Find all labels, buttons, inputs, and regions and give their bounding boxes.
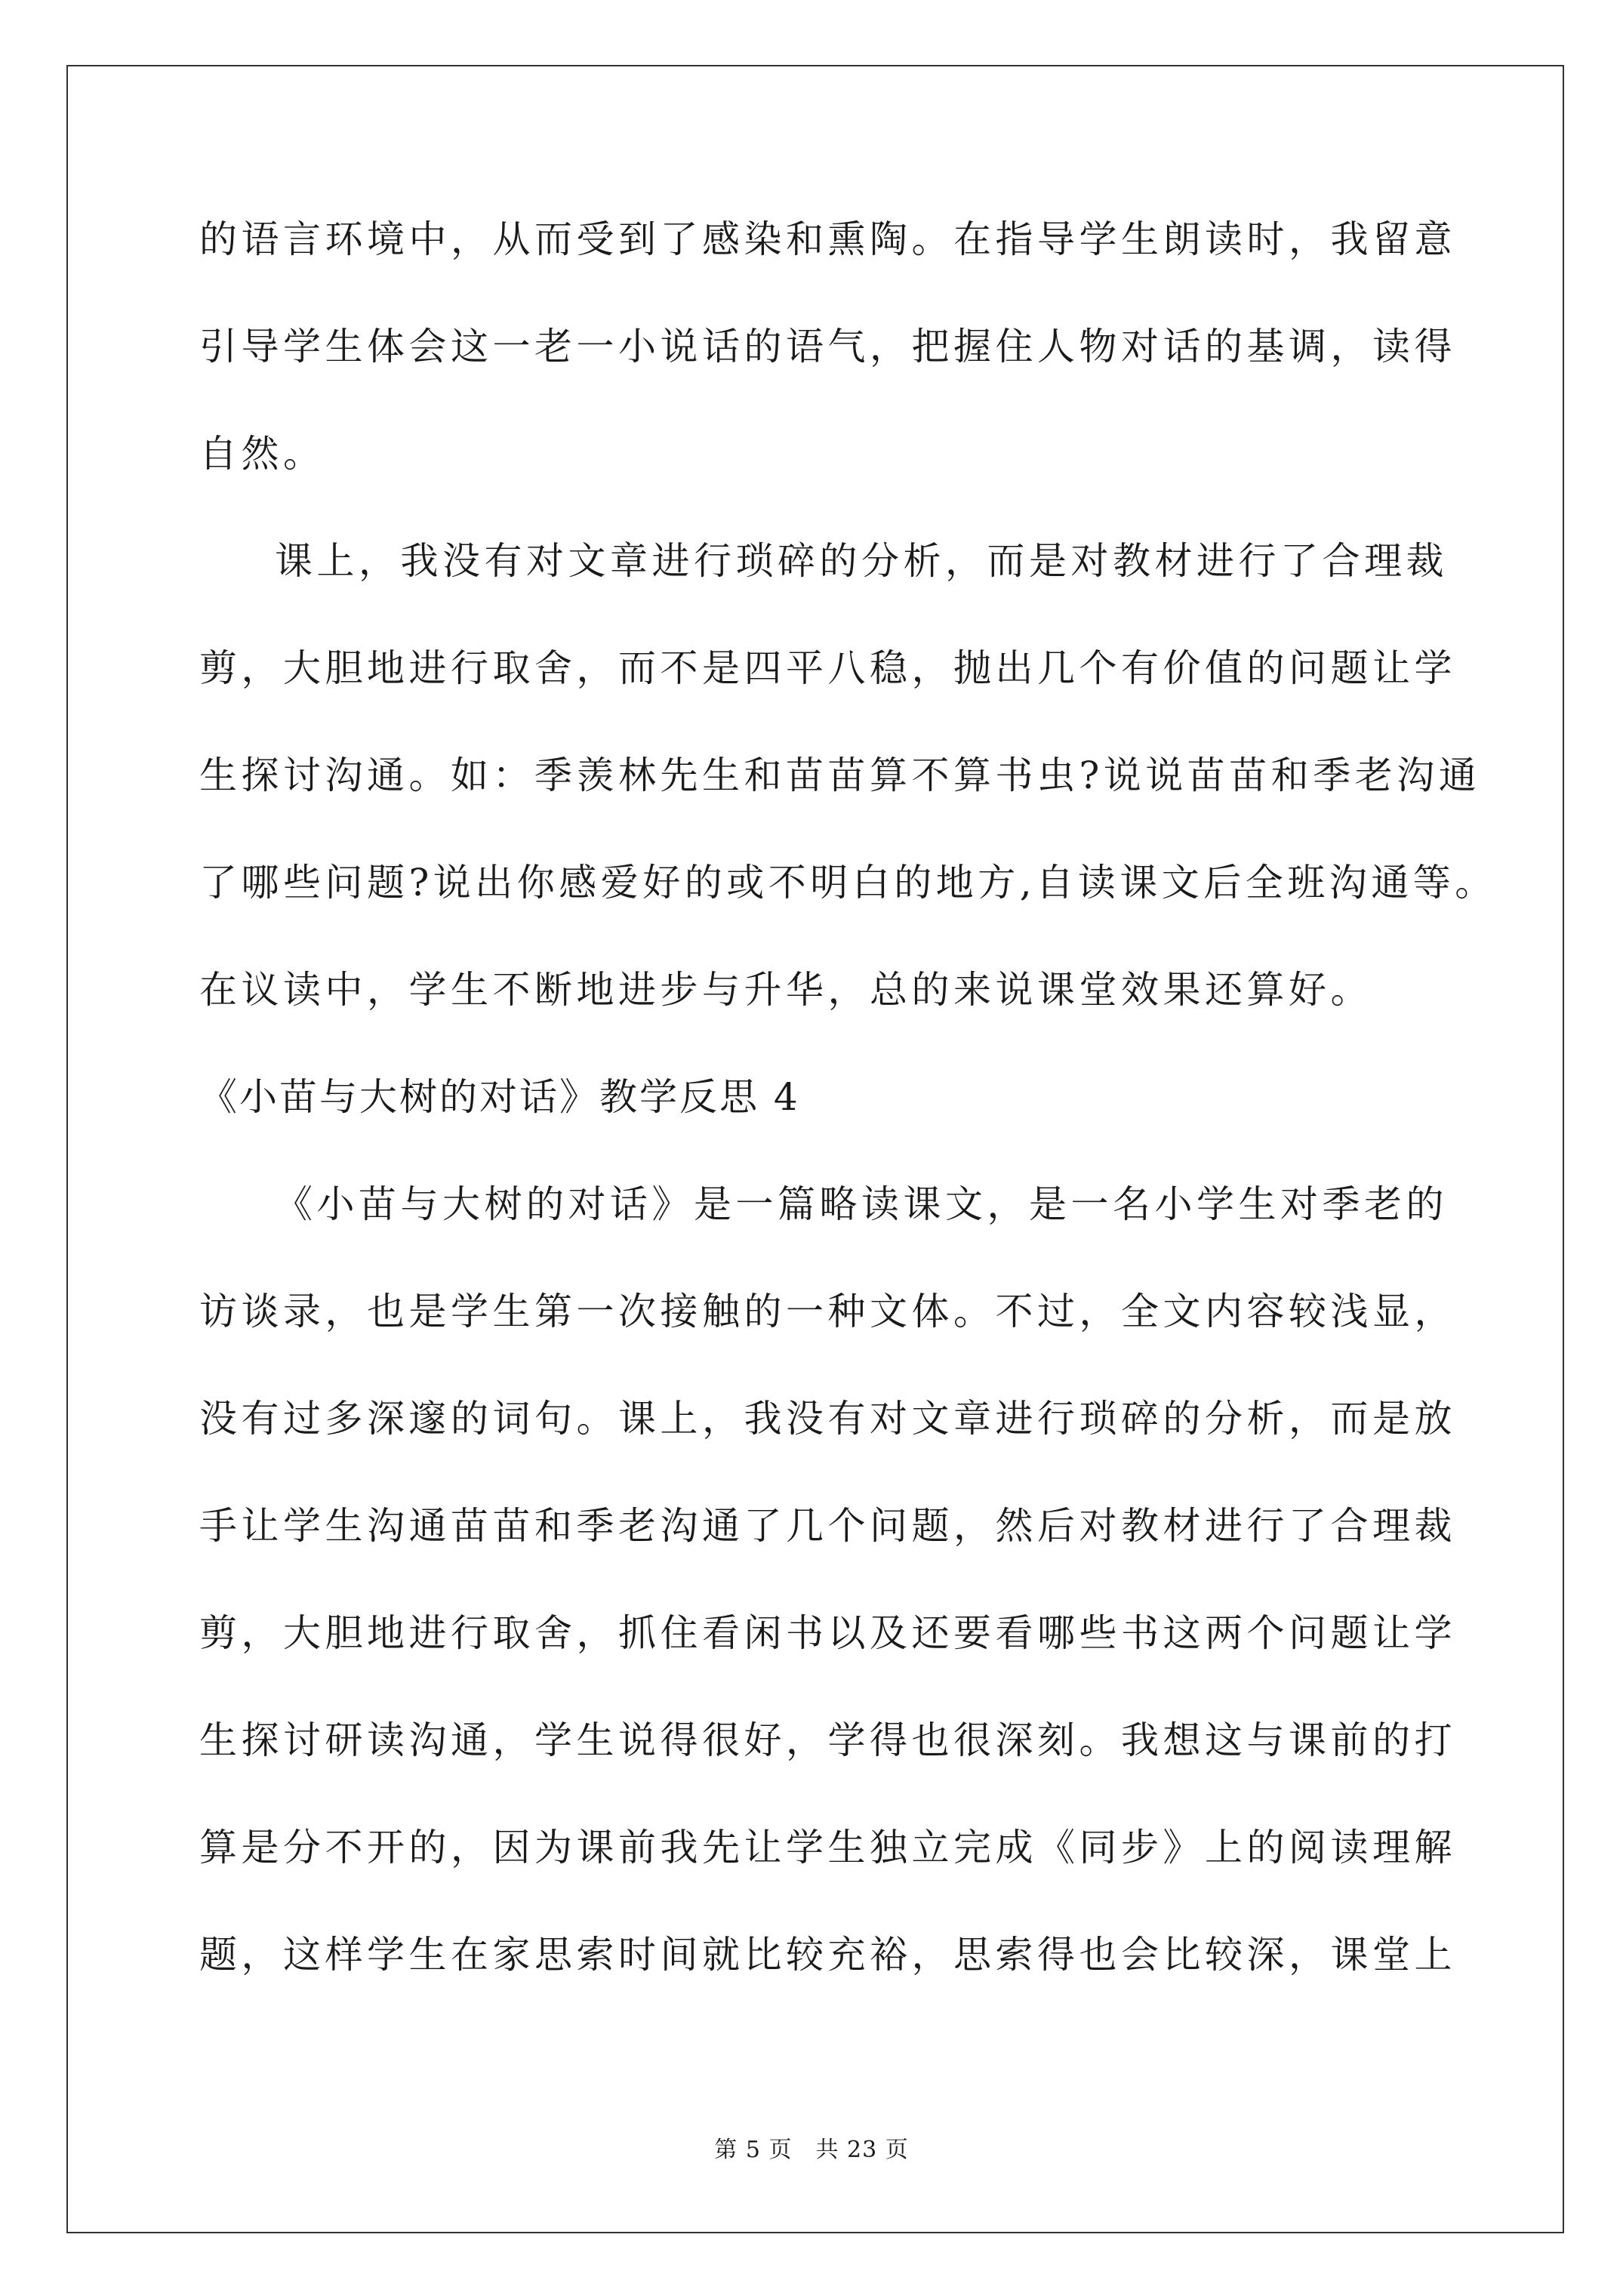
text-line-14: 剪，大胆地进行取舍，抓住看闲书以及还要看哪些书这两个问题让学 [199, 1611, 1456, 1655]
page-number-footer: 第 5 页 共 23 页 [714, 2137, 909, 2163]
text-line-15: 生探讨研读沟通，学生说得很好，学得也很深刻。我想这与课前的打 [199, 1718, 1456, 1762]
text-line-1: 的语言环境中，从而受到了感染和熏陶。在指导学生朗读时，我留意 [199, 217, 1456, 261]
text-line-8: 在议读中，学生不断地进步与升华，总的来说课堂效果还算好。 [199, 968, 1372, 1012]
text-line-6: 生探讨沟通。如：季羡林先生和苗苗算不算书虫?说说苗苗和季老沟通 [199, 754, 1481, 797]
text-line-16: 算是分不开的，因为课前我先让学生独立完成《同步》上的阅读理解 [199, 1826, 1456, 1869]
text-line-17: 题，这样学生在家思索时间就比较充裕，思索得也会比较深，课堂上 [199, 1933, 1456, 1977]
text-line-10: 《小苗与大树的对话》是一篇略读课文，是一名小学生对季老的 [275, 1182, 1448, 1226]
text-line-2: 引导学生体会这一老一小说话的语气，把握住人物对话的基调，读得 [199, 325, 1456, 368]
text-line-11: 访谈录，也是学生第一次接触的一种文体。不过，全文内容较浅显， [199, 1290, 1456, 1333]
text-line-5: 剪，大胆地进行取舍，而不是四平八稳，抛出几个有价值的问题让学 [199, 646, 1456, 690]
text-line-12: 没有过多深邃的词句。课上，我没有对文章进行琐碎的分析，而是放 [199, 1397, 1456, 1441]
section-heading: 《小苗与大树的对话》教学反思 4 [199, 1075, 800, 1119]
text-line-7: 了哪些问题?说出你感爱好的或不明白的地方,自读课文后全班沟通等。 [199, 861, 1497, 905]
text-line-13: 手让学生沟通苗苗和季老沟通了几个问题，然后对教材进行了合理裁 [199, 1504, 1456, 1548]
text-line-4: 课上，我没有对文章进行琐碎的分析，而是对教材进行了合理裁 [275, 539, 1448, 583]
text-line-3: 自然。 [199, 432, 325, 476]
document-body [199, 213, 1497, 2036]
